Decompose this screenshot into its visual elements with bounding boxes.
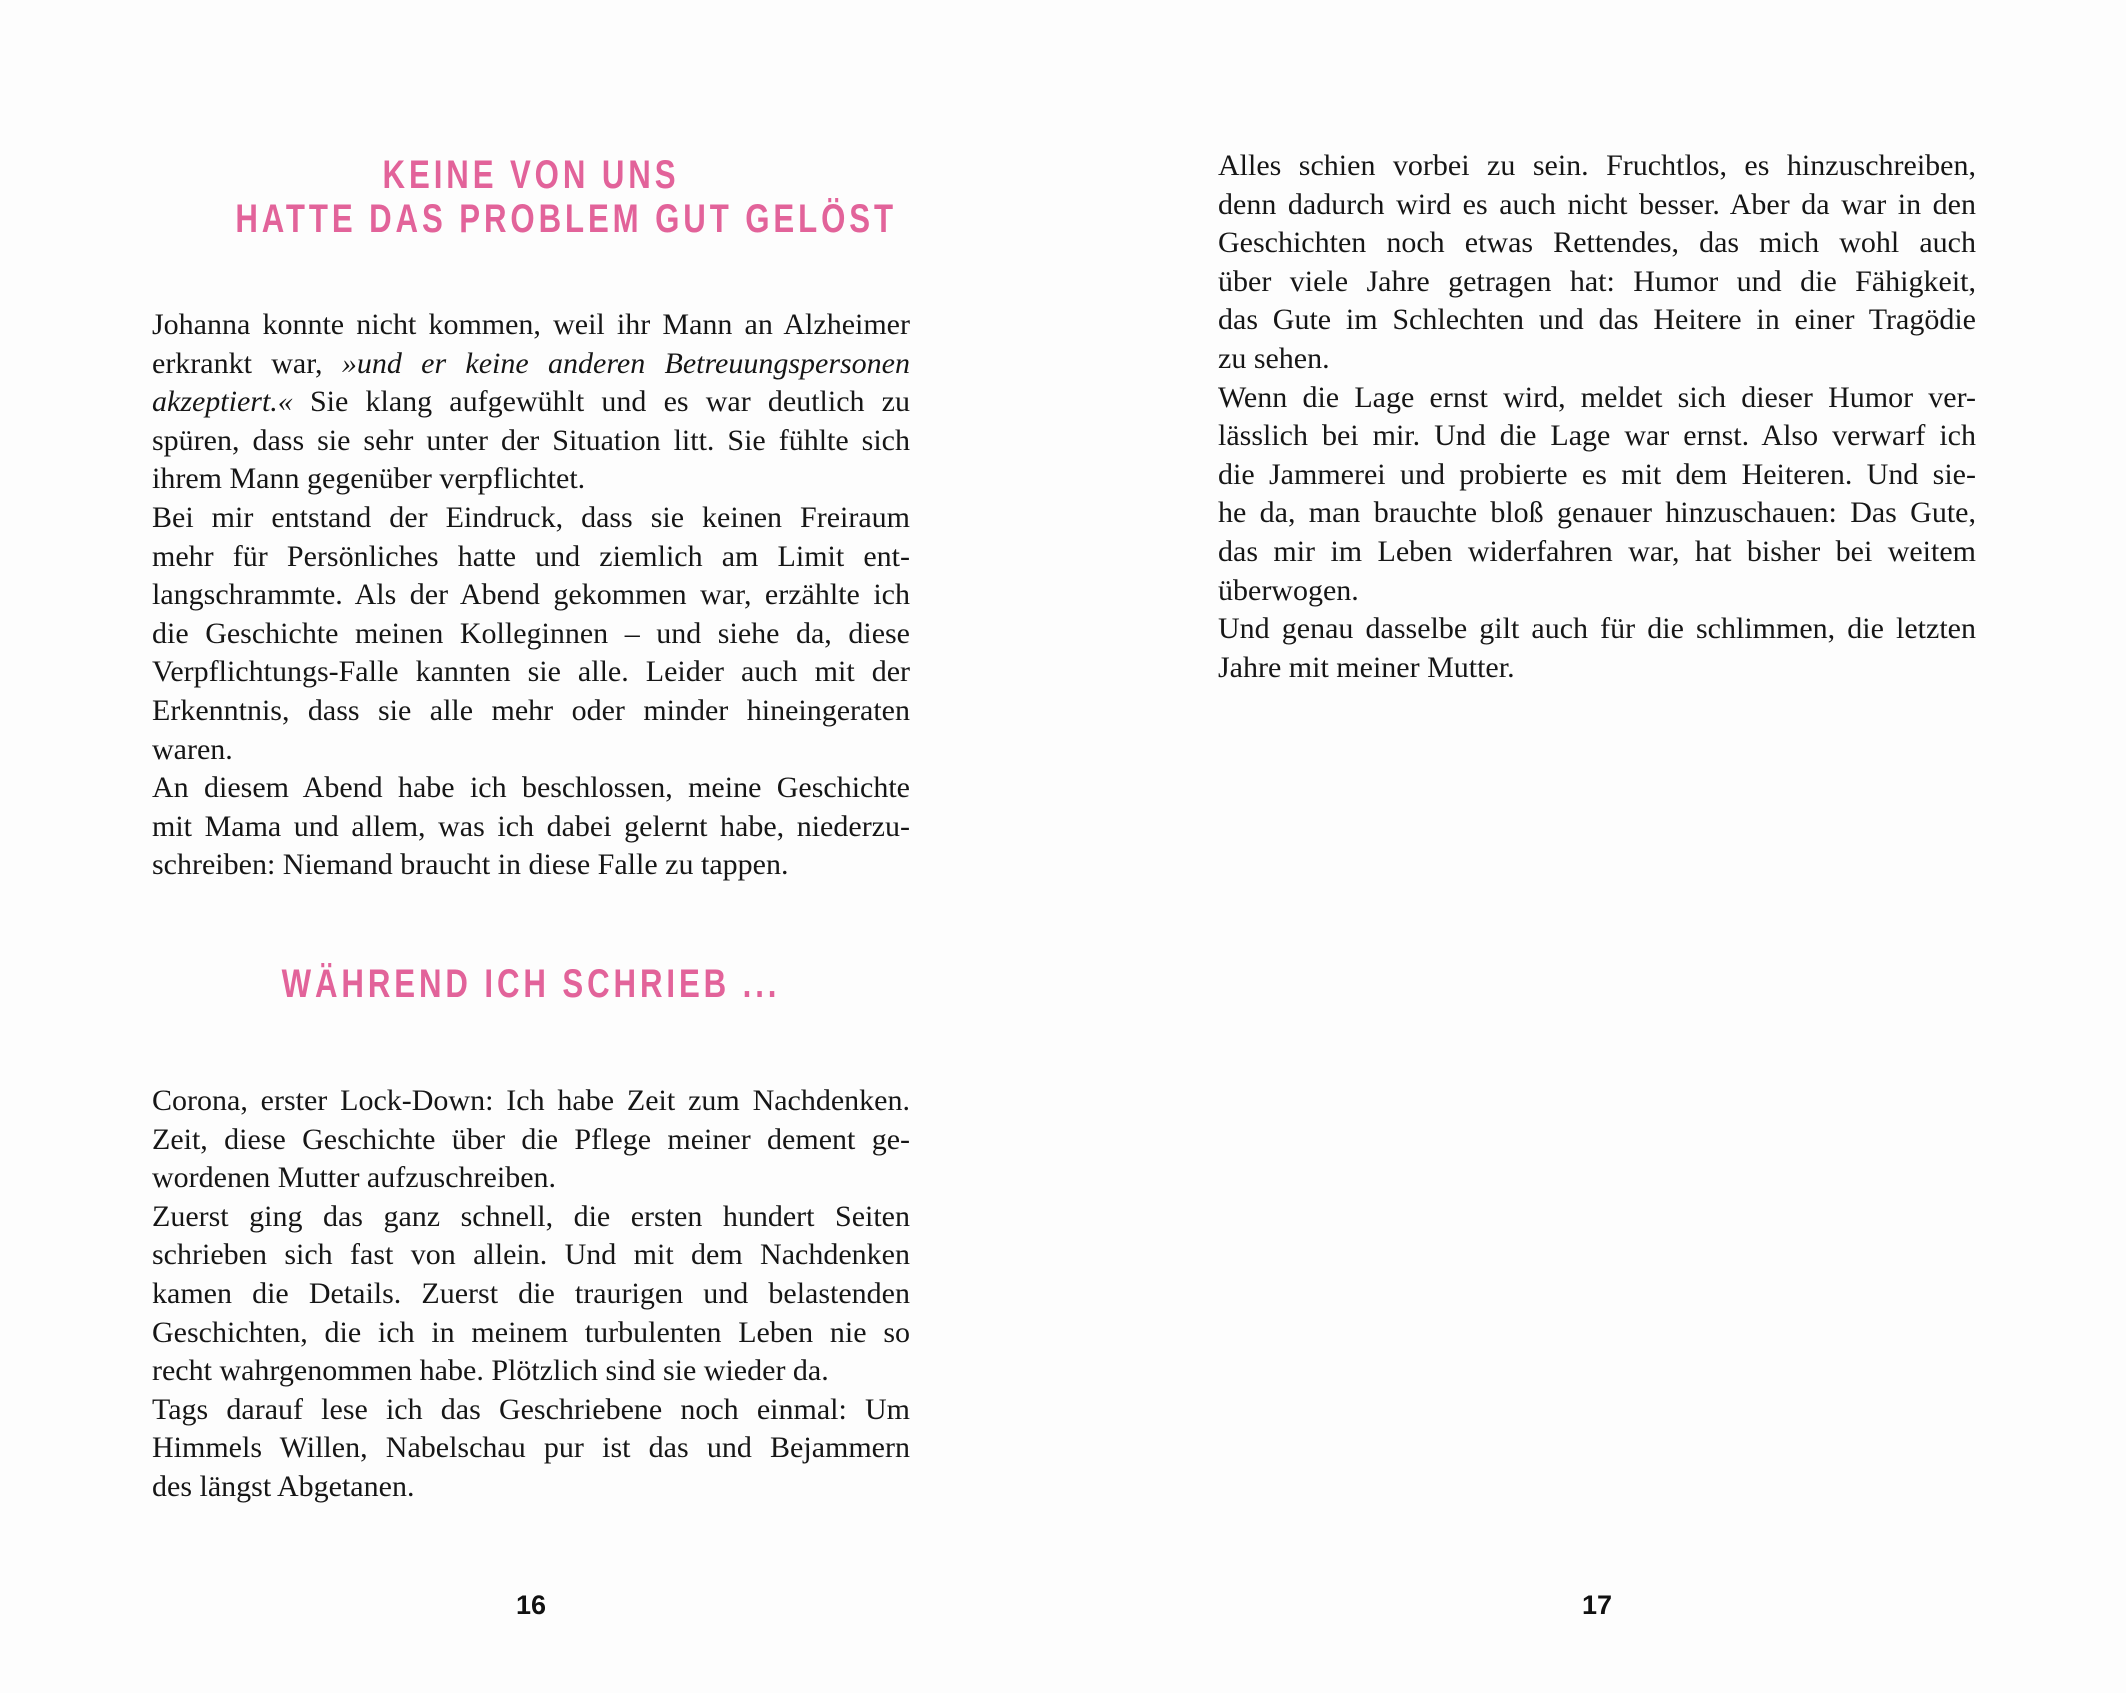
text-line: Erkenntnis, dass sie alle mehr oder minder hineingeraten [152,693,910,727]
text-line: schrieben sich fast von allein. Und mit dem Nachdenken [152,1238,910,1272]
text-line: Alles schien vorbei zu sein. Fruchtlos, es hinzuschreiben, [1218,149,1976,182]
page-number: 17 [1581,1590,1613,1620]
text-line: schreiben: Niemand braucht in diese Falle zu tappen. [152,848,789,882]
text-line: die Jammerei und probierte es mit dem Heiteren. Und sie- [1218,457,1976,491]
section-heading-line: WÄHREND ICH SCHRIEB ... [281,962,781,1006]
text-line: ihrem Mann gegenüber verpflichtet. [152,462,586,496]
text-line: Zuerst ging das ganz schnell, die ersten hundert Seiten [152,1199,910,1233]
text-line: Geschichten, die ich in meinem turbulenten Leben nie so [152,1315,910,1349]
text-line: Verpflichtungs-Falle kannten sie alle. Leider auch mit der [152,655,910,689]
text-line: zu sehen. [1218,341,1330,375]
text-line: kamen die Details. Zuerst die traurigen und belastenden [152,1276,910,1310]
text-line: das Gute im Schlechten und das Heitere in einer Tragödie [1218,303,1976,337]
text-line: langschrammte. Als der Abend gekommen war, erzählte ich [152,578,910,612]
text-line: Himmels Willen, Nabelschau pur ist das und Bejammern [152,1431,910,1465]
text-line: akzeptiert.« Sie klang aufgewühlt und es war deutlich zu [152,385,910,419]
text-line: mit Mama und allem, was ich dabei gelernt habe, niederzu- [152,809,910,843]
italic-quote-text: »und er keine anderen Betreuungspersonen [341,346,910,380]
left-page [152,0,910,1693]
section-heading-line: HATTE DAS PROBLEM GUT GELÖST [235,197,897,241]
page-number: 16 [515,1590,547,1620]
text-line: Jahre mit meiner Mutter. [1218,650,1515,684]
text-line: Wenn die Lage ernst wird, meldet sich dieser Humor ver- [1218,380,1976,414]
text-line: Und genau dasselbe gilt auch für die schlimmen, die letzten [1218,612,1976,646]
text-line: Johanna konnte nicht kommen, weil ihr Mann an Alzheimer [152,308,910,341]
text-line: Geschichten noch etwas Rettendes, das mich wohl auch [1218,226,1976,260]
text-line: erkrankt war, »und er keine anderen Betreuungspersonen [152,346,910,380]
text-line: des längst Abgetanen. [152,1469,415,1503]
text-line: das mir im Leben widerfahren war, hat bisher bei weitem [1218,534,1976,568]
text-line: über viele Jahre getragen hat: Humor und die Fähigkeit, [1218,264,1976,298]
text-line: Corona, erster Lock-Down: Ich habe Zeit zum Nachdenken. [152,1084,910,1117]
text-line: lässlich bei mir. Und die Lage war ernst. Also verwarf ich [1218,419,1976,453]
text-line: mehr für Persönliches hatte und ziemlich am Limit ent- [152,539,910,573]
text-line: denn dadurch wird es auch nicht besser. Aber da war in den [1218,187,1976,221]
italic-quote-text: akzeptiert.« [152,385,293,419]
text-line: wordenen Mutter aufzuschreiben. [152,1161,557,1195]
section-heading [152,962,910,1006]
text-line: spüren, dass sie sehr unter der Situation litt. Sie fühlte sich [152,423,910,457]
text-line: he da, man brauchte bloß genauer hinzuschauen: Das Gute, [1218,496,1976,530]
section-heading [152,153,910,241]
section-heading-line: KEINE VON UNS [382,153,680,197]
text-line: Tags darauf lese ich das Geschriebene noch einmal: Um [152,1392,910,1426]
text-line: waren. [152,732,233,766]
body-text-block [152,306,910,885]
body-text-block [152,1082,910,1507]
text-line: Bei mir entstand der Eindruck, dass sie keinen Freiraum [152,500,910,534]
text-line: die Geschichte meinen Kolleginnen – und siehe da, diese [152,616,910,650]
body-text-block [1218,147,1976,687]
text-line: recht wahrgenommen habe. Plötzlich sind sie wieder da. [152,1354,829,1388]
text-line: überwogen. [1218,573,1359,607]
text-line: An diesem Abend habe ich beschlossen, meine Geschichte [152,771,910,805]
text-line: Zeit, diese Geschichte über die Pflege meiner dement ge- [152,1122,910,1156]
right-page [1218,0,1976,1693]
